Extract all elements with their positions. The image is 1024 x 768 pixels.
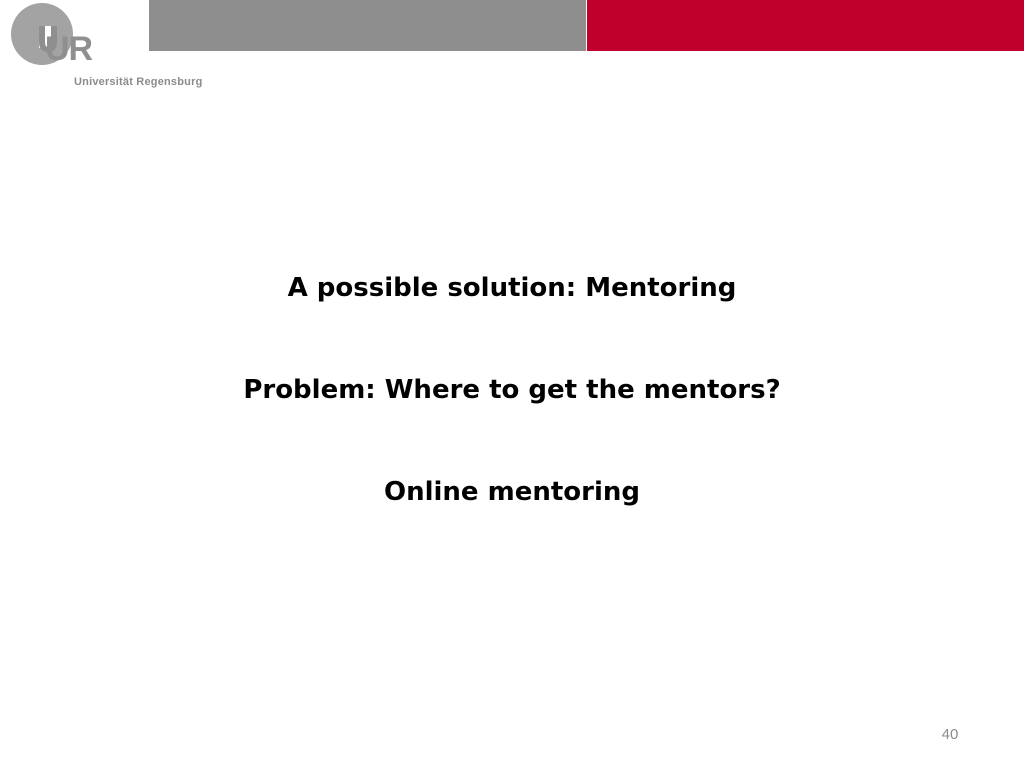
header-gray-bar bbox=[149, 0, 586, 51]
university-logo bbox=[10, 2, 110, 68]
page-number: 40 bbox=[941, 726, 959, 743]
slide-line-problem: Problem: Where to get the mentors? bbox=[243, 375, 781, 405]
slide-line-online-mentoring: Online mentoring bbox=[383, 477, 640, 507]
university-name: Universität Regensburg bbox=[74, 76, 203, 88]
logo-text: UR bbox=[45, 30, 93, 68]
slide-line-mentoring: A possible solution: Mentoring bbox=[287, 273, 737, 303]
header-red-bar bbox=[587, 0, 1024, 51]
